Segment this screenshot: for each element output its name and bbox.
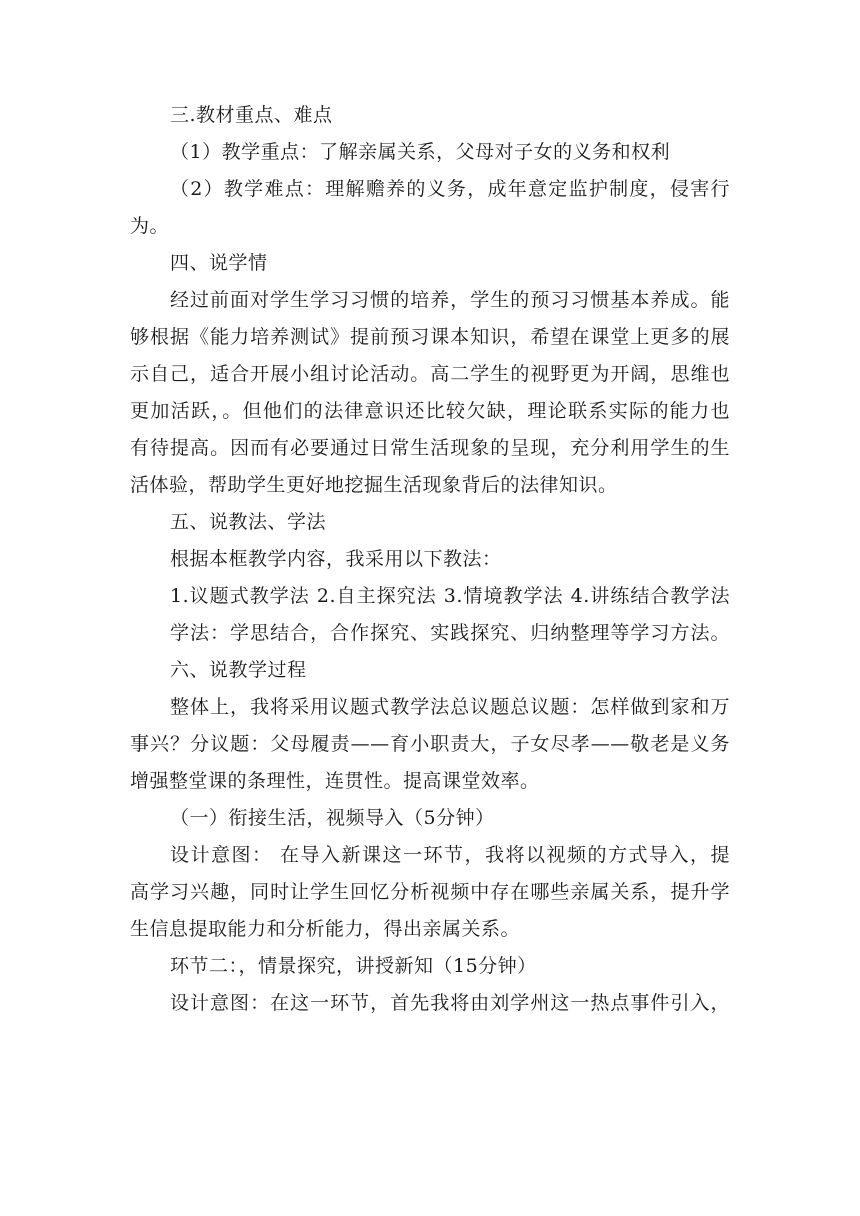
- text-line: 五、说教法、学法: [170, 511, 327, 533]
- text-line: 根据本框教学内容，我采用以下教法：: [170, 548, 502, 570]
- document-body: [130, 97, 730, 1022]
- text-line: 事兴？分议题：父母履责——育小职责大，子女尽孝——敬老是义务: [130, 733, 730, 755]
- text-line: 三.教材重点、难点: [170, 104, 333, 126]
- text-line: 设计意图： 在导入新课这一环节，我将以视频的方式导入，提: [170, 844, 730, 866]
- text-line: 高学习兴趣，同时让学生回忆分析视频中存在哪些亲属关系，提升学: [130, 881, 730, 903]
- text-line: 生信息提取能力和分析能力，得出亲属关系。: [130, 918, 521, 940]
- text-line: （2）教学难点：理解赡养的义务，成年意定监护制度，侵害行: [170, 178, 730, 200]
- text-line: 活体验，帮助学生更好地挖掘生活现象背后的法律知识。: [130, 474, 618, 496]
- text-line: 整体上，我将采用议题式教学法总议题总议题：怎样做到家和万: [170, 696, 730, 718]
- text-line: （1）教学重点：了解亲属关系，父母对子女的义务和权利: [170, 141, 671, 163]
- text-line: 增强整堂课的条理性，连贯性。提高课堂效率。: [130, 770, 540, 792]
- text-line: 有待提高。因而有必要通过日常生活现象的呈现，充分利用学生的生: [130, 437, 730, 459]
- text-line: 更加活跃，。但他们的法律意识还比较欠缺，理论联系实际的能力也: [130, 400, 730, 422]
- text-line: （一）衔接生活，视频导入（5分钟）: [170, 807, 495, 829]
- text-line: 四、说学情: [170, 252, 268, 274]
- text-line: 为。: [130, 215, 170, 237]
- text-line: 环节二：，情景探究，讲授新知（15分钟）: [170, 955, 537, 977]
- text-line: 够根据《能力培养测试》提前预习课本知识，希望在课堂上更多的展: [130, 326, 730, 348]
- text-line: 示自己，适合开展小组讨论活动。高二学生的视野更为开阔，思维也: [130, 363, 730, 385]
- text-line: 学法：学思结合，合作探究、实践探究、归纳整理等学习方法。: [170, 622, 730, 644]
- text-line: 六、说教学过程: [170, 659, 307, 681]
- text-line: 经过前面对学生学习习惯的培养，学生的预习习惯基本养成。能: [170, 289, 730, 311]
- text-line: 设计意图：在这一环节，首先我将由刘学州这一热点事件引入，: [170, 992, 730, 1014]
- text-line: 1.议题式教学法 2.自主探究法 3.情境教学法 4.讲练结合教学法: [170, 585, 730, 607]
